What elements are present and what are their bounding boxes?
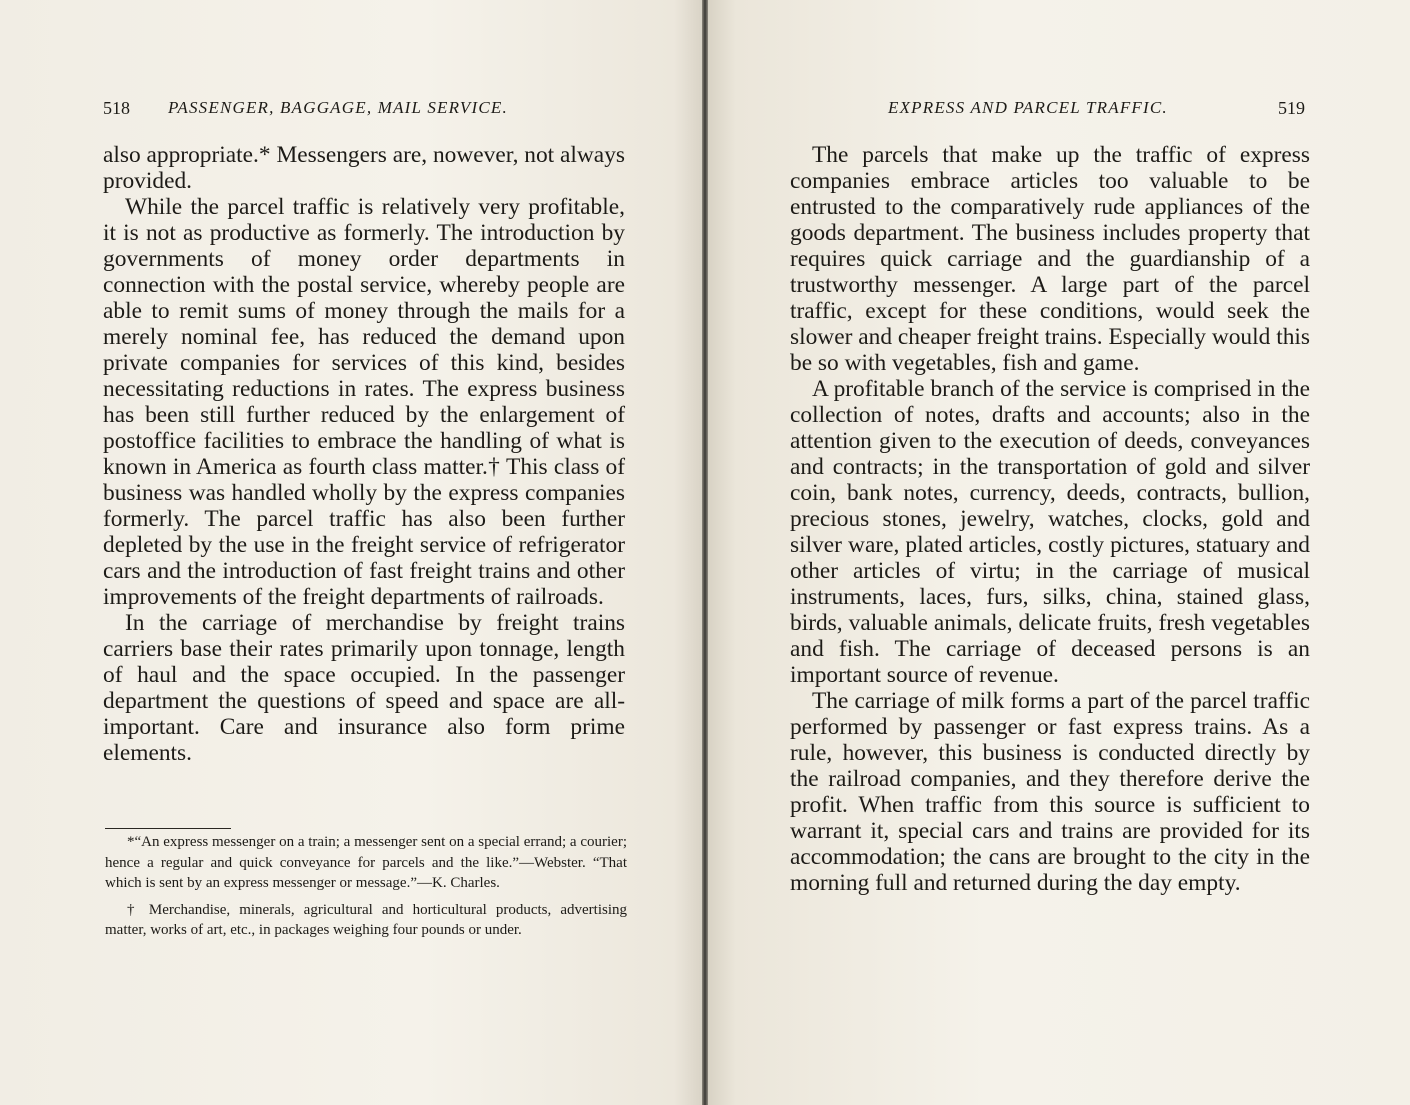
- right-paragraph-3: The carriage of milk forms a part of the parcel traffic performed by passenger or fast express trains. As a rule, however, this business is conducted directly by the railroad companies, and they therefore derive the profit. When traffic from this source is sufficient to warrant it, special cars and trains are provided for its accommodation; the cans are brought to the city in the morning full and returned during the day empty.: [790, 688, 1310, 896]
- right-running-head: [888, 98, 1168, 118]
- left-paragraph-1: also appropriate.* Messengers are, nowever, not always provided.: [103, 142, 625, 194]
- right-body-text: [790, 142, 1310, 896]
- left-running-head: [168, 98, 508, 118]
- footnote-rule: [105, 828, 231, 829]
- left-page: [0, 0, 702, 1105]
- footnotes: [105, 832, 627, 947]
- right-page: [708, 0, 1410, 1105]
- left-page-number: 518: [103, 98, 130, 118]
- right-running-head-title: EXPRESS AND PARCEL TRAFFIC.: [888, 98, 1168, 117]
- left-paragraph-2: While the parcel traffic is relatively very profitable, it is not as productive as formerly. The introduction by governments of money order departments in connection with the postal service, whereby people are able to remit sums of money through the mails for a merely nominal fee, has reduced the demand upon private companies for services of this kind, besides necessitating reductions in rates. The express business has been still further reduced by the enlargement of postoffice facilities to embrace the handling of what is known in America as fourth class matter.† This class of business was handled wholly by the express companies formerly. The parcel traffic has also been further depleted by the use in the freight service of refrigerator cars and the introduction of fast freight trains and other improvements of the freight departments of railroads.: [103, 194, 625, 610]
- left-paragraph-3: In the carriage of merchandise by freight trains carriers base their rates primarily upon tonnage, length of haul and the space occupied. In the passenger department the questions of speed and space are all-important. Care and insurance also form prime elements.: [103, 610, 625, 766]
- footnote-2: † Merchandise, minerals, agricultural and horticultural products, advertising matter, works of art, etc., in packages weighing four pounds or under.: [105, 901, 627, 938]
- left-body-text: [103, 142, 625, 766]
- footnote-1: *“An express messenger on a train; a messenger sent on a special errand; a courier; hence a regular and quick conveyance for parcels and the like.”—Webster. “That which is sent by an express messenger or message.”—K. Charles.: [105, 834, 627, 891]
- left-running-head-title: PASSENGER, BAGGAGE, MAIL SERVICE.: [168, 98, 508, 117]
- right-paragraph-2: A profitable branch of the service is comprised in the collection of notes, drafts and accounts; also in the attention given to the execution of deeds, conveyances and contracts; in the transportation of gold and silver coin, bank notes, currency, deeds, contracts, bullion, precious stones, jewelry, watches, clocks, gold and silver ware, plated articles, costly pictures, statuary and other articles of virtu; in the carriage of musical instruments, laces, furs, silks, china, stained glass, birds, valuable animals, delicate fruits, fresh vegetables and fish. The carriage of deceased persons is an important source of revenue.: [790, 376, 1310, 688]
- right-paragraph-1: The parcels that make up the traffic of express companies embrace articles too valuable to be entrusted to the comparatively rude appliances of the goods department. The business includes property that requires quick carriage and the guardianship of a trustworthy messenger. A large part of the parcel traffic, except for these conditions, would seek the slower and cheaper freight trains. Especially would this be so with vegetables, fish and game.: [790, 142, 1310, 376]
- right-page-number: 519: [1278, 98, 1305, 118]
